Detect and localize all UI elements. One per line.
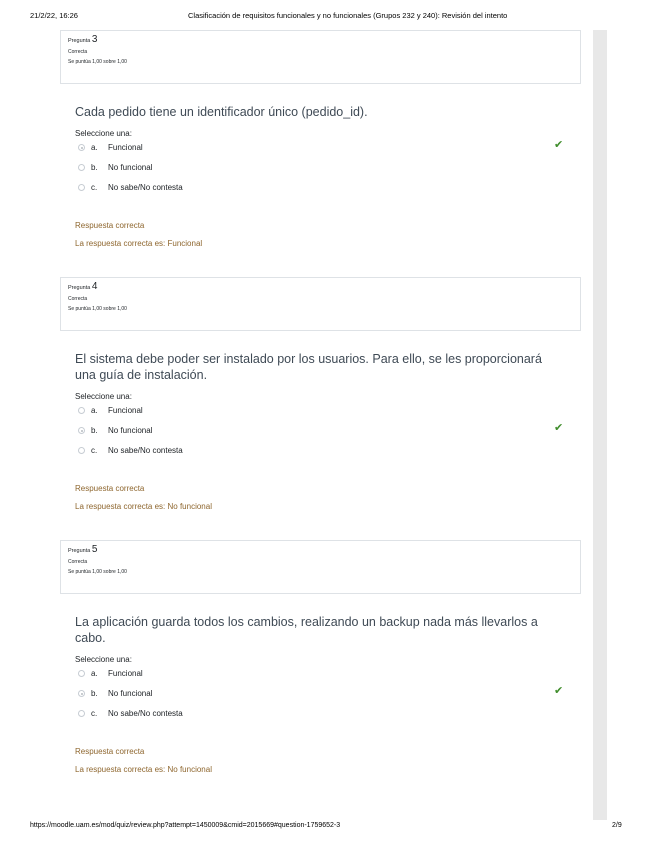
answer-prompt: Seleccione una: (75, 655, 132, 664)
answer-prompt: Seleccione una: (75, 129, 132, 138)
print-title: Clasificación de requisitos funcionales y no funcionales (Grupos 232 y 240): Revisión del intento (188, 11, 508, 20)
question-state: Correcta (68, 49, 88, 55)
right-answer-text: La respuesta correcta es: No funcional (75, 765, 212, 774)
option-label: No funcional (108, 426, 153, 435)
right-answer-text: La respuesta correcta es: No funcional (75, 502, 212, 511)
option-label: No sabe/No contesta (108, 446, 183, 455)
question-4 (60, 277, 581, 512)
option-letter: b. (91, 689, 98, 698)
question-formulation (60, 104, 581, 203)
question-formulation (60, 614, 581, 729)
question-grade: Se puntúa 1,00 sobre 1,00 (68, 59, 127, 65)
radio-icon[interactable] (78, 427, 85, 434)
radio-icon[interactable] (78, 407, 85, 414)
option-letter: c. (91, 709, 98, 718)
answer-option-b[interactable] (75, 163, 566, 183)
option-label: Funcional (108, 406, 143, 415)
page-number: 2/9 (612, 822, 622, 829)
question-text: La aplicación guarda todos los cambios, realizando un backup nada más llevarlos a cabo. (75, 615, 538, 645)
option-letter: a. (91, 143, 98, 152)
question-text: El sistema debe poder ser instalado por los usuarios. Para ello, se les proporcionará una guía de instalación. (75, 352, 542, 382)
answer-option-b[interactable] (75, 685, 566, 709)
check-icon: ✔ (554, 139, 564, 151)
option-letter: b. (91, 426, 98, 435)
option-letter: b. (91, 163, 98, 172)
answer-option-a[interactable] (75, 139, 566, 163)
option-label: No funcional (108, 689, 153, 698)
question-state: Correcta (68, 559, 88, 565)
question-label: Pregunta (68, 38, 91, 44)
answer-option-c[interactable] (75, 709, 566, 729)
answer-prompt: Seleccione una: (75, 392, 132, 401)
question-number (68, 35, 573, 46)
answer-option-a[interactable] (75, 406, 566, 426)
question-number-value: 4 (91, 281, 98, 292)
check-icon: ✔ (554, 685, 564, 697)
feedback-text: Respuesta correcta (75, 484, 145, 493)
question-number-value: 5 (91, 544, 98, 555)
answer-option-b[interactable] (75, 422, 566, 446)
print-date: 21/2/22, 16:26 (30, 11, 78, 20)
answer-option-c[interactable] (75, 446, 566, 466)
question-number (68, 282, 573, 293)
question-feedback (60, 747, 581, 775)
radio-icon[interactable] (78, 184, 85, 191)
radio-icon[interactable] (78, 670, 85, 677)
question-info (60, 277, 581, 331)
right-answer-text: La respuesta correcta es: Funcional (75, 239, 203, 248)
question-number (68, 545, 573, 556)
radio-icon[interactable] (78, 690, 85, 697)
question-number-value: 3 (91, 34, 98, 45)
page-url: https://moodle.uam.es/mod/quiz/review.php?attempt=1450009&cmid=2015669#question-1759652-3 (30, 822, 341, 829)
question-formulation (60, 351, 581, 466)
radio-icon[interactable] (78, 164, 85, 171)
print-header (0, 0, 655, 26)
option-label: No sabe/No contesta (108, 183, 183, 192)
answer-option-c[interactable] (75, 183, 566, 203)
question-grade: Se puntúa 1,00 sobre 1,00 (68, 569, 127, 575)
question-info (60, 540, 581, 594)
option-letter: a. (91, 669, 98, 678)
answer-option-a[interactable] (75, 669, 566, 689)
page-scrollbar[interactable] (593, 30, 607, 820)
feedback-text: Respuesta correcta (75, 747, 145, 756)
option-letter: c. (91, 446, 98, 455)
question-state: Correcta (68, 296, 88, 302)
option-label: Funcional (108, 143, 143, 152)
option-letter: c. (91, 183, 98, 192)
quiz-review-content (60, 30, 581, 775)
question-grade: Se puntúa 1,00 sobre 1,00 (68, 306, 127, 312)
feedback-text: Respuesta correcta (75, 221, 145, 230)
radio-icon[interactable] (78, 447, 85, 454)
option-label: Funcional (108, 669, 143, 678)
radio-icon[interactable] (78, 710, 85, 717)
option-letter: a. (91, 406, 98, 415)
question-label: Pregunta (68, 548, 91, 554)
question-feedback (60, 484, 581, 512)
radio-icon[interactable] (78, 144, 85, 151)
question-text: Cada pedido tiene un identificador único (pedido_id). (75, 105, 368, 119)
question-feedback (60, 221, 581, 249)
question-info (60, 30, 581, 84)
option-label: No sabe/No contesta (108, 709, 183, 718)
check-icon: ✔ (554, 422, 564, 434)
question-5 (60, 540, 581, 775)
option-label: No funcional (108, 163, 153, 172)
question-3 (60, 30, 581, 249)
question-label: Pregunta (68, 285, 91, 291)
